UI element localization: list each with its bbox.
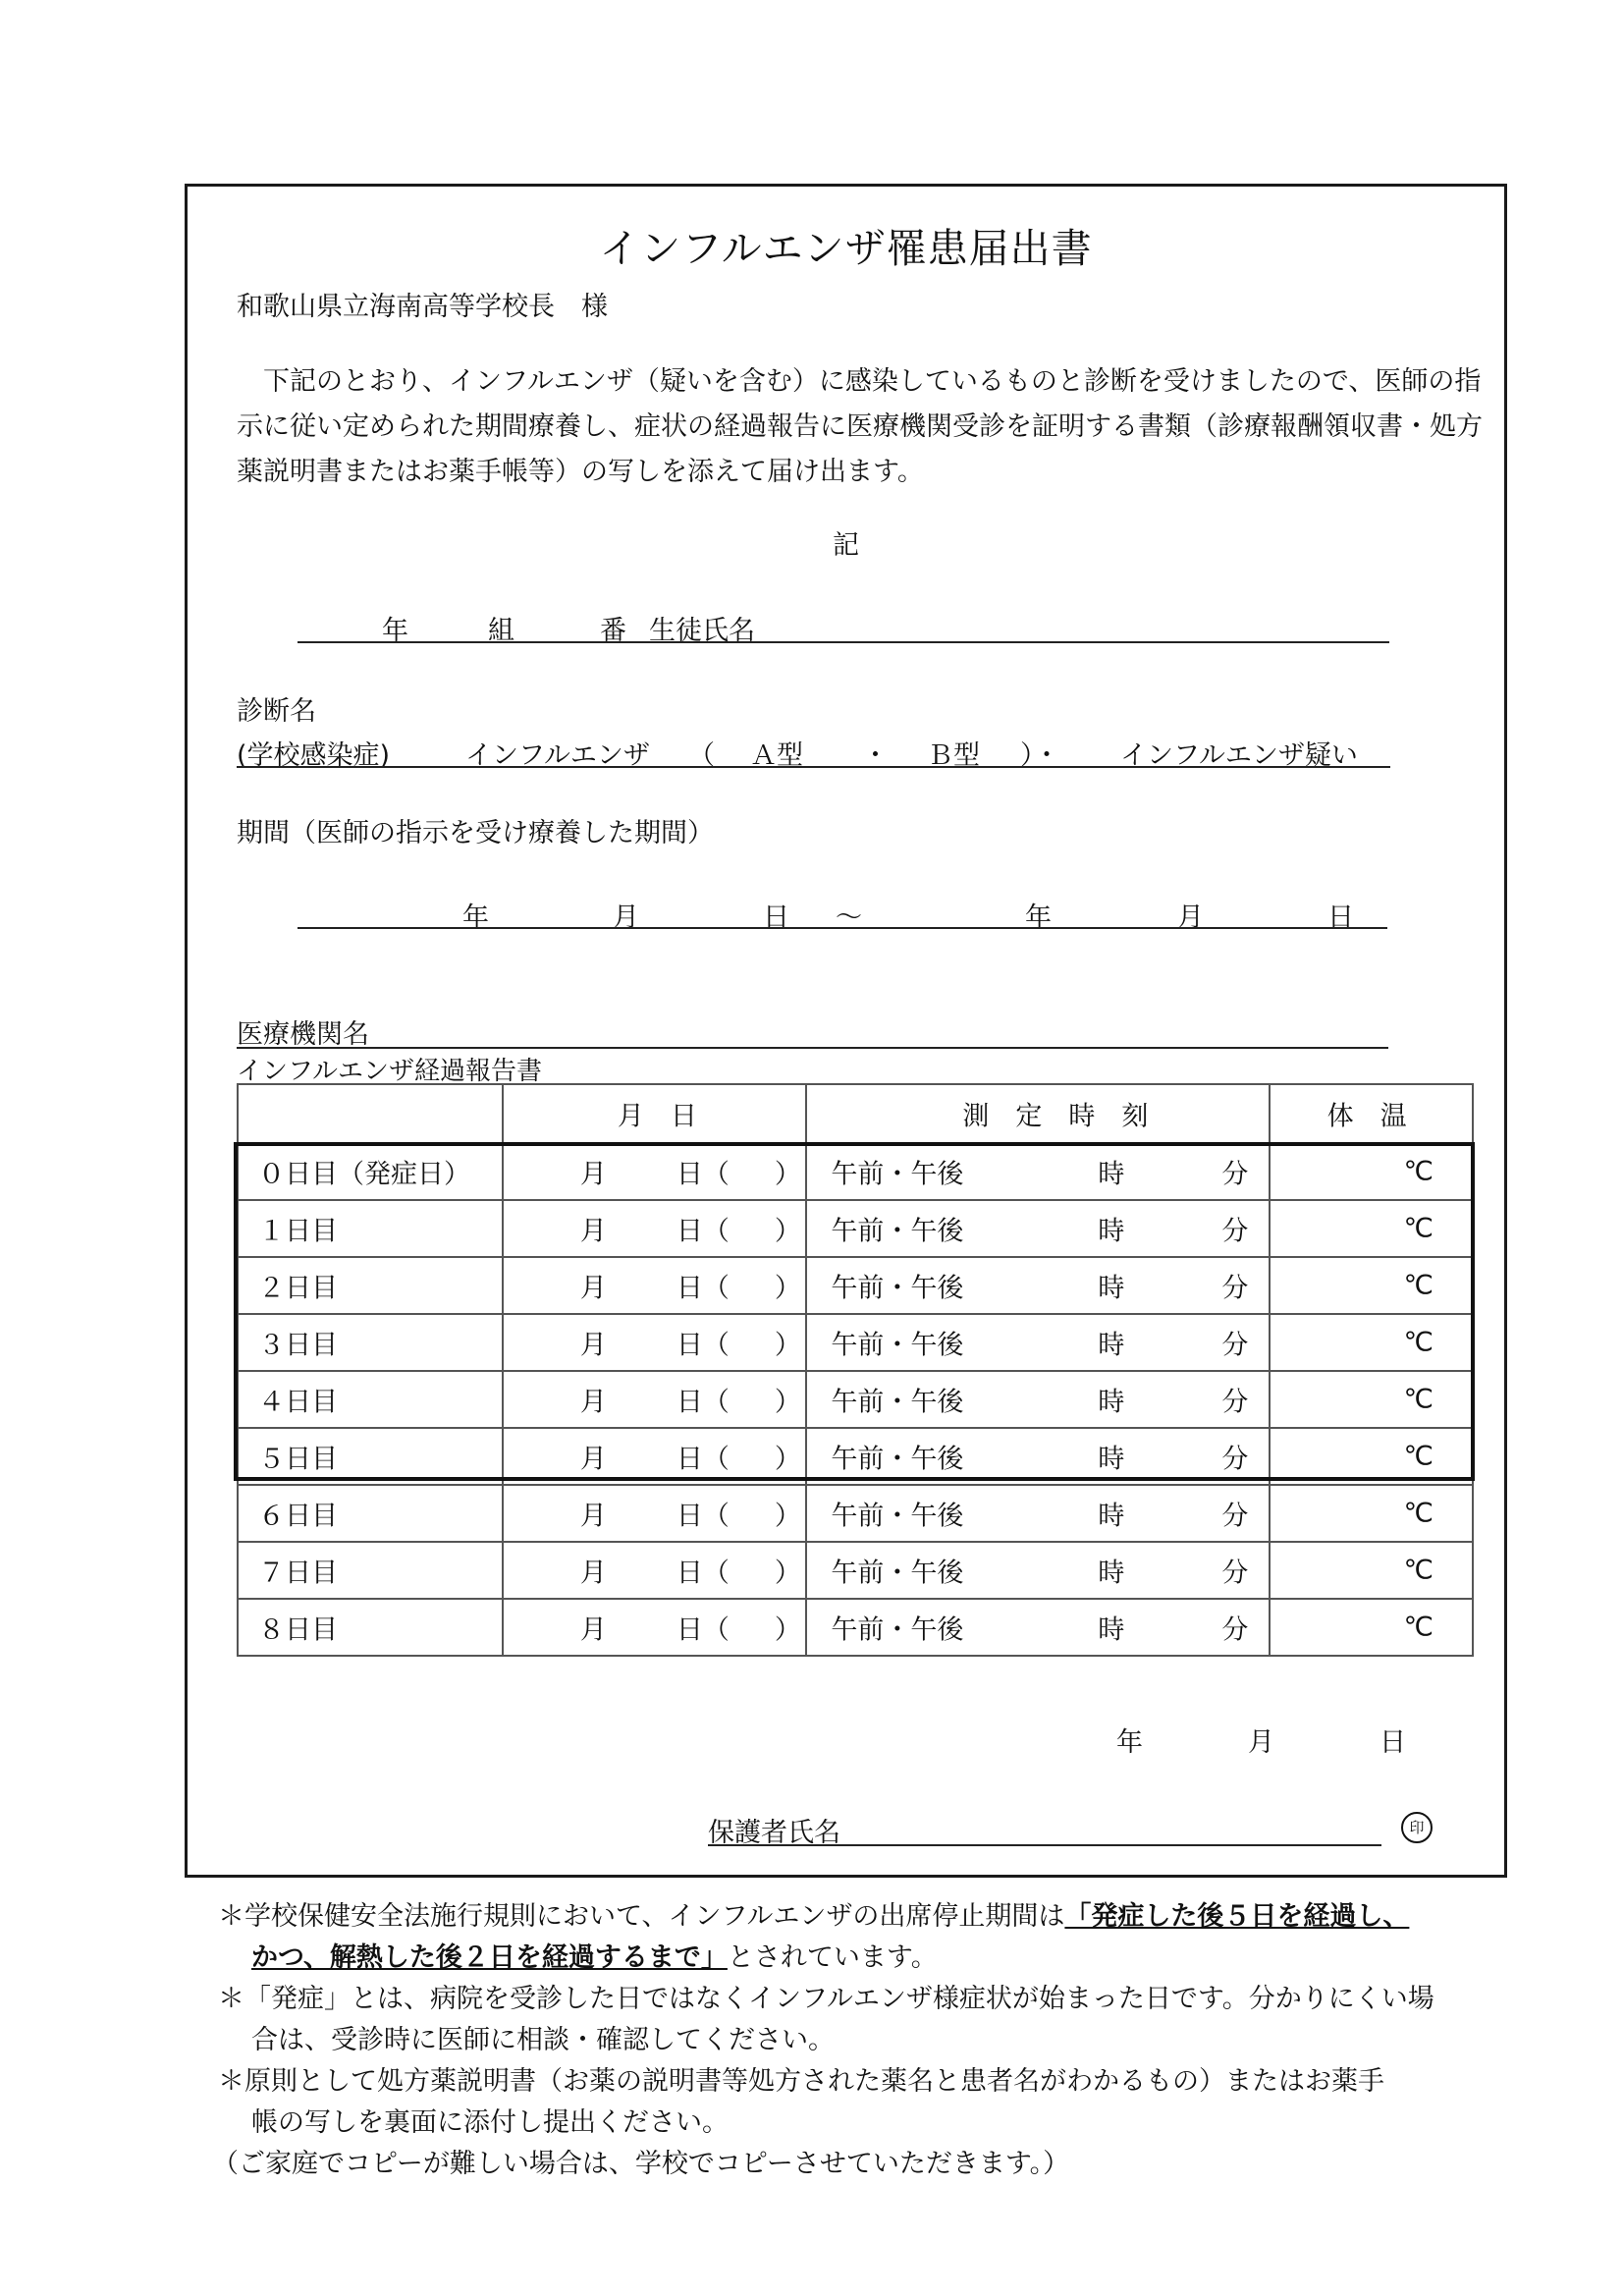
student-number-label: 番 xyxy=(600,616,626,646)
temperature-cell[interactable] xyxy=(1270,1371,1473,1428)
month-label: 月 xyxy=(579,1614,607,1646)
date-label: 日（ xyxy=(676,1273,730,1304)
date-cell[interactable] xyxy=(503,1371,807,1428)
celsius-label: ℃ xyxy=(1403,1327,1434,1358)
diagnosis-type-a-option[interactable]: Ａ型 xyxy=(750,740,803,771)
table-row xyxy=(238,1371,1473,1428)
time-cell[interactable] xyxy=(806,1428,1269,1485)
day-label: ８日目 xyxy=(258,1614,338,1646)
minute-label: 分 xyxy=(1221,1330,1249,1361)
date-cell[interactable] xyxy=(503,1485,807,1542)
time-cell[interactable] xyxy=(806,1257,1269,1314)
date-cell[interactable] xyxy=(503,1542,807,1599)
celsius-label: ℃ xyxy=(1403,1213,1434,1244)
note-3: ＊原則として処方薬説明書（お薬の説明書等処方された薬名と患者名がわかるもの）またはお薬手 xyxy=(218,2066,1384,2097)
hour-label: 時 xyxy=(1098,1159,1125,1190)
ampm-label: 午前・午後 xyxy=(831,1273,964,1304)
header-date-cell xyxy=(503,1084,807,1143)
note-1-emphasis: 「発症した後５日を経過し、 xyxy=(1064,1901,1410,1932)
date-cell[interactable] xyxy=(503,1200,807,1257)
table-row xyxy=(238,1542,1473,1599)
diagnosis-suspected-option[interactable]: インフルエンザ疑い xyxy=(1120,740,1358,771)
temperature-cell[interactable] xyxy=(1270,1314,1473,1371)
header-temp-cell xyxy=(1270,1084,1473,1143)
ki-heading: 記 xyxy=(833,530,859,561)
header-day-cell xyxy=(238,1084,503,1143)
date-label: 日（ xyxy=(676,1501,730,1532)
time-cell[interactable] xyxy=(806,1485,1269,1542)
hour-label: 時 xyxy=(1098,1444,1125,1475)
student-year-label: 年 xyxy=(382,616,408,646)
minute-label: 分 xyxy=(1221,1444,1249,1475)
header-time: 測 定 時 刻 xyxy=(962,1101,1149,1132)
day-cell xyxy=(238,1314,503,1371)
minute-label: 分 xyxy=(1221,1614,1249,1646)
minute-label: 分 xyxy=(1221,1501,1249,1532)
month-label: 月 xyxy=(579,1558,607,1589)
notes xyxy=(212,1896,1434,2185)
student-name-field[interactable] xyxy=(298,641,1389,643)
day-label: ０日目（発症日） xyxy=(258,1159,470,1190)
period-field[interactable] xyxy=(298,927,1387,929)
day-cell xyxy=(238,1428,503,1485)
celsius-label: ℃ xyxy=(1403,1441,1434,1472)
temperature-cell[interactable] xyxy=(1270,1428,1473,1485)
sign-day: 日 xyxy=(1380,1727,1406,1758)
day-label: １日目 xyxy=(258,1216,338,1247)
day-cell xyxy=(238,1485,503,1542)
hour-label: 時 xyxy=(1098,1558,1125,1589)
month-label: 月 xyxy=(579,1387,607,1418)
note-4: （ご家庭でコピーが難しい場合は、学校でコピーさせていただきます。） xyxy=(212,2149,1070,2179)
table-row xyxy=(238,1485,1473,1542)
note-1-text: ＊学校保健安全法施行規則において、インフルエンザの出席停止期間は xyxy=(218,1901,1065,1932)
time-cell[interactable] xyxy=(806,1371,1269,1428)
addressee: 和歌山県立海南高等学校長 様 xyxy=(237,292,608,322)
date-close: ） xyxy=(774,1330,801,1361)
day-label: ４日目 xyxy=(258,1387,338,1418)
hour-label: 時 xyxy=(1098,1273,1125,1304)
report-table xyxy=(237,1083,1474,1657)
seal-mark: 印 xyxy=(1401,1812,1433,1843)
period-start-day: 日 xyxy=(763,902,789,933)
month-label: 月 xyxy=(579,1216,607,1247)
hour-label: 時 xyxy=(1098,1330,1125,1361)
form-title: インフルエンザ罹患届出書 xyxy=(599,225,1093,272)
table-header-row xyxy=(238,1084,1473,1143)
date-close: ） xyxy=(774,1444,801,1475)
diagnosis-underline xyxy=(237,766,1390,768)
temperature-cell[interactable] xyxy=(1270,1143,1473,1200)
day-label: ６日目 xyxy=(258,1501,338,1532)
day-cell xyxy=(238,1200,503,1257)
day-cell xyxy=(238,1599,503,1656)
ampm-label: 午前・午後 xyxy=(831,1216,964,1247)
table-row xyxy=(238,1599,1473,1656)
intro-text: 下記のとおり、インフルエンザ（疑いを含む）に感染しているものと診断を受けましたので、医師の指示に従い定められた期間療養し、症状の経過報告に医療機関受診を証明する書類（診療報酬領収書・処方薬説明書またはお薬手帳等）の写しを添えて届け出ます。 xyxy=(237,366,1483,487)
day-label: ２日目 xyxy=(258,1273,338,1304)
diagnosis-flu-option[interactable]: インフルエンザ xyxy=(465,740,650,771)
period-end-month: 月 xyxy=(1177,902,1204,933)
table-row xyxy=(238,1314,1473,1371)
note-1 xyxy=(218,1896,1434,1938)
student-name-label: 生徒氏名 xyxy=(649,616,755,646)
ampm-label: 午前・午後 xyxy=(831,1614,964,1646)
header-time-cell xyxy=(806,1084,1269,1143)
student-class-label: 組 xyxy=(488,616,514,646)
time-cell[interactable] xyxy=(806,1542,1269,1599)
period-label: 期間（医師の指示を受け療養した期間） xyxy=(237,818,714,848)
note-2-cont: 合は、受診時に医師に相談・確認してください。 xyxy=(251,2025,835,2055)
time-cell[interactable] xyxy=(806,1200,1269,1257)
date-label: 日（ xyxy=(676,1387,730,1418)
date-close: ） xyxy=(774,1387,801,1418)
hour-label: 時 xyxy=(1098,1501,1125,1532)
ampm-label: 午前・午後 xyxy=(831,1444,964,1475)
ampm-label: 午前・午後 xyxy=(831,1501,964,1532)
date-cell[interactable] xyxy=(503,1143,807,1200)
diagnosis-dot: ・ xyxy=(862,740,889,771)
note-1-emphasis-2: かつ、解熱した後２日を経過するまで」 xyxy=(251,1942,728,1973)
period-start-month: 月 xyxy=(613,902,639,933)
guardian-label: 保護者氏名 xyxy=(708,1818,840,1848)
month-label: 月 xyxy=(579,1273,607,1304)
celsius-label: ℃ xyxy=(1403,1384,1434,1415)
celsius-label: ℃ xyxy=(1403,1156,1434,1187)
period-end-day: 日 xyxy=(1327,902,1354,933)
table-row xyxy=(238,1200,1473,1257)
temperature-cell[interactable] xyxy=(1270,1599,1473,1656)
date-close: ） xyxy=(774,1216,801,1247)
minute-label: 分 xyxy=(1221,1387,1249,1418)
time-cell[interactable] xyxy=(806,1314,1269,1371)
medical-institution-field[interactable] xyxy=(237,1047,1388,1049)
header-temp: 体 温 xyxy=(1326,1101,1407,1132)
date-label: 日（ xyxy=(676,1614,730,1646)
date-cell[interactable] xyxy=(503,1314,807,1371)
date-cell[interactable] xyxy=(503,1599,807,1656)
month-label: 月 xyxy=(579,1501,607,1532)
diagnosis-paren-open: （ xyxy=(688,740,715,771)
hour-label: 時 xyxy=(1098,1216,1125,1247)
date-close: ） xyxy=(774,1558,801,1589)
sign-year: 年 xyxy=(1116,1727,1143,1758)
ampm-label: 午前・午後 xyxy=(831,1387,964,1418)
ampm-label: 午前・午後 xyxy=(831,1330,964,1361)
hour-label: 時 xyxy=(1098,1387,1125,1418)
minute-label: 分 xyxy=(1221,1273,1249,1304)
date-label: 日（ xyxy=(676,1558,730,1589)
table-row xyxy=(238,1143,1473,1200)
day-label: ５日目 xyxy=(258,1444,338,1475)
date-label: 日（ xyxy=(676,1216,730,1247)
celsius-label: ℃ xyxy=(1403,1498,1434,1529)
celsius-label: ℃ xyxy=(1403,1270,1434,1301)
note-1-end: とされています。 xyxy=(727,1942,938,1973)
month-label: 月 xyxy=(579,1444,607,1475)
ampm-label: 午前・午後 xyxy=(831,1558,964,1589)
date-cell[interactable] xyxy=(503,1428,807,1485)
minute-label: 分 xyxy=(1221,1159,1249,1190)
diagnosis-type-b-option[interactable]: Ｂ型 xyxy=(927,740,980,771)
day-label: ３日目 xyxy=(258,1330,338,1361)
date-label: 日（ xyxy=(676,1330,730,1361)
minute-label: 分 xyxy=(1221,1216,1249,1247)
diagnosis-label: 診断名 xyxy=(237,696,316,727)
date-cell[interactable] xyxy=(503,1257,807,1314)
diagnosis-category: (学校感染症) xyxy=(237,740,391,771)
date-close: ） xyxy=(774,1501,801,1532)
period-tilde: ～ xyxy=(836,902,862,933)
ampm-label: 午前・午後 xyxy=(831,1159,964,1190)
medical-institution-label: 医療機関名 xyxy=(237,1019,369,1050)
header-date: 月 日 xyxy=(617,1101,697,1132)
temperature-cell[interactable] xyxy=(1270,1485,1473,1542)
note-1-cont xyxy=(218,1938,1434,1979)
guardian-name-field[interactable] xyxy=(708,1844,1381,1846)
date-close: ） xyxy=(774,1614,801,1646)
celsius-label: ℃ xyxy=(1403,1555,1434,1586)
form-frame xyxy=(185,184,1507,1878)
table-row xyxy=(238,1428,1473,1485)
day-cell xyxy=(238,1257,503,1314)
time-cell[interactable] xyxy=(806,1143,1269,1200)
date-label: 日（ xyxy=(676,1159,730,1190)
table-row xyxy=(238,1257,1473,1314)
day-cell xyxy=(238,1371,503,1428)
month-label: 月 xyxy=(579,1330,607,1361)
minute-label: 分 xyxy=(1221,1558,1249,1589)
time-cell[interactable] xyxy=(806,1599,1269,1656)
day-label: ７日目 xyxy=(258,1558,338,1589)
day-cell xyxy=(238,1143,503,1200)
temperature-cell[interactable] xyxy=(1270,1542,1473,1599)
note-3-cont: 帳の写しを裏面に添付し提出ください。 xyxy=(251,2107,729,2138)
date-close: ） xyxy=(774,1159,801,1190)
celsius-label: ℃ xyxy=(1403,1612,1434,1643)
date-label: 日（ xyxy=(676,1444,730,1475)
report-title: インフルエンザ経過報告書 xyxy=(237,1057,542,1086)
month-label: 月 xyxy=(579,1159,607,1190)
sign-month: 月 xyxy=(1248,1727,1274,1758)
period-start-year: 年 xyxy=(462,902,489,933)
temperature-cell[interactable] xyxy=(1270,1200,1473,1257)
day-cell xyxy=(238,1542,503,1599)
diagnosis-paren-close: ）・ xyxy=(1020,740,1060,771)
period-end-year: 年 xyxy=(1025,902,1052,933)
note-2: ＊「発症」とは、病院を受診した日ではなくインフルエンザ様症状が始まった日です。分かりにくい場 xyxy=(218,1984,1434,2014)
hour-label: 時 xyxy=(1098,1614,1125,1646)
temperature-cell[interactable] xyxy=(1270,1257,1473,1314)
date-close: ） xyxy=(774,1273,801,1304)
